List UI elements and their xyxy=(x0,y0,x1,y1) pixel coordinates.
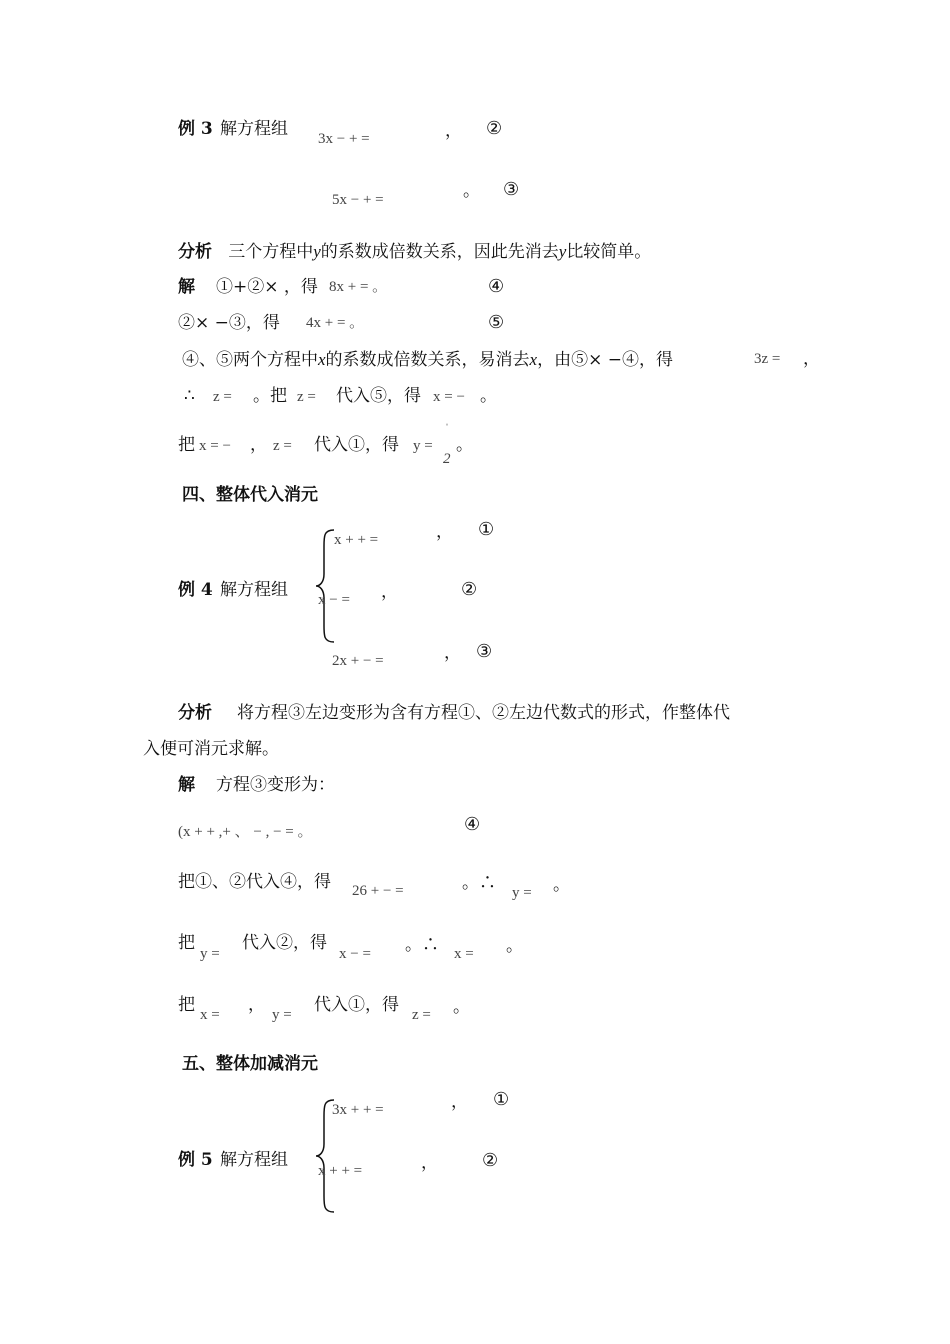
step-1-equation-2: y = xyxy=(512,885,532,901)
step-5-text-pre: 把 xyxy=(178,435,195,455)
example-3-analysis xyxy=(178,243,651,261)
example-5-equation-2: x + + = xyxy=(318,1163,363,1179)
example-4-solution-label: 解 xyxy=(178,775,195,795)
step-3-text-mid-2: ，由⑤× −④，得 xyxy=(537,350,673,370)
step-3-text-mid-1: 的系数成倍数关系，易消去 xyxy=(325,350,530,370)
step-3-text-pre: ④、⑤两个方程中 xyxy=(182,350,318,370)
step-4-end: 。 xyxy=(480,386,497,406)
analysis-text-post: 比较简单。 xyxy=(566,242,652,262)
example-3-solve-label: 解方程组 xyxy=(220,119,288,139)
example-5-title: 例 5 xyxy=(178,1150,213,1170)
step-5-equation-1: x = − xyxy=(199,438,231,454)
example-4-equation-1-number: ① xyxy=(478,519,495,540)
example-4-equation-4-number: ④ xyxy=(464,814,481,835)
step-4-text-mid: 。把 xyxy=(253,386,287,406)
step-5-equation-3: y = xyxy=(413,438,433,454)
analysis-variable-y: y xyxy=(313,242,321,261)
step-2-substitute-text: 代入②，得 xyxy=(242,933,327,953)
example-4-equation-2: x − = xyxy=(318,592,350,608)
example-4-equation-3-number: ③ xyxy=(476,641,493,662)
step-3-equation: 3z = xyxy=(754,351,781,367)
section-5-heading: 五、整体加减消元 xyxy=(182,1054,318,1074)
step-2-therefore: 。∴ xyxy=(405,935,439,955)
example-4-analysis-line-2: 入便可消元求解。 xyxy=(143,739,279,759)
example-5-equation-2-comma: ， xyxy=(421,1153,438,1173)
example-3-solution-label: 解 xyxy=(178,277,195,297)
example-4-equation-1: x + + = xyxy=(334,532,379,548)
analysis-variable-y-2: y xyxy=(558,242,567,261)
step-3-equation-1: x = xyxy=(200,1007,220,1023)
example-3-equation-3: 5x − + = xyxy=(332,192,384,208)
solution-step-1-equation: 8x + = 。 xyxy=(329,279,388,295)
step-3-end: 。 xyxy=(453,997,470,1017)
step-2-end: 。 xyxy=(506,936,523,956)
example-4-transformed-equation: (x + + ,+ 、 − , − = 。 xyxy=(178,824,313,840)
step-3-substitute-text: 代入①，得 xyxy=(314,995,399,1015)
step-1-equation: 26 + − = xyxy=(352,883,404,899)
example-5-equation-1-number: ① xyxy=(493,1089,510,1110)
section-4-heading: 四、整体代入消元 xyxy=(182,485,318,505)
example-3-equation-3-number: ③ xyxy=(503,179,520,200)
example-4-title: 例 4 xyxy=(178,580,213,600)
step-4-therefore: ∴ xyxy=(184,386,195,406)
solution-step-3 xyxy=(182,351,673,369)
step-4-equation-3: x = − xyxy=(433,389,465,405)
example-4-solve-label: 解方程组 xyxy=(220,580,288,600)
analysis-text-pre: 三个方程中 xyxy=(228,242,314,262)
example-3-equation-3-end: 。 xyxy=(463,181,480,201)
step-5-equation-2: z = xyxy=(273,438,292,454)
example-5-equation-1: 3x + + = xyxy=(332,1102,384,1118)
example-4-equation-2-number: ② xyxy=(461,579,478,600)
analysis-text-mid: 的系数成倍数关系，因此先消去 xyxy=(320,242,559,262)
solution-step-2-number: ⑤ xyxy=(488,312,505,333)
example-3-title: 例 3 xyxy=(178,119,213,139)
example-3-equation-2-comma: ， xyxy=(445,121,462,141)
step-3-end: ， xyxy=(803,349,820,369)
solution-step-1-number: ④ xyxy=(488,276,505,297)
example-4-equation-2-comma: ， xyxy=(381,582,398,602)
example-4-equation-1-comma: ， xyxy=(436,522,453,542)
step-5-comma: ， xyxy=(250,435,267,455)
step-4-substitute-text: 代入⑤，得 xyxy=(336,386,421,406)
step-1-text: 把①、②代入④，得 xyxy=(178,872,331,892)
example-5-equation-2-number: ② xyxy=(482,1150,499,1171)
step-2-equation-2: x − = xyxy=(339,946,371,962)
step-2-equation-3: x = xyxy=(454,946,474,962)
example-4-equation-3: 2x + − = xyxy=(332,653,384,669)
step-1-therefore: 。∴ xyxy=(462,873,496,893)
example-4-analysis-line-1: 将方程③左边变形为含有方程①、②左边代数式的形式，作整体代 xyxy=(237,703,730,723)
step-4-equation-1: z = xyxy=(213,389,232,405)
solution-step-2-equation: 4x + = 。 xyxy=(306,315,365,331)
step-3-equation-2: y = xyxy=(272,1007,292,1023)
step-1-end: 。 xyxy=(553,875,570,895)
example-3-equation-2: 3x − + = xyxy=(318,131,370,147)
example-5-equation-1-comma: ， xyxy=(451,1092,468,1112)
example-4-solution-intro: 方程③变形为： xyxy=(216,775,335,795)
step-2-equation-1: y = xyxy=(200,946,220,962)
step-3-equation-3: z = xyxy=(412,1007,431,1023)
step-5-end: 。 xyxy=(456,435,473,455)
step-5-fraction-bottom: 2 xyxy=(443,451,451,467)
example-5-solve-label: 解方程组 xyxy=(220,1150,288,1170)
analysis-label: 分析 xyxy=(178,242,212,262)
example-4-equation-3-comma: ， xyxy=(444,643,461,663)
example-4-analysis-label: 分析 xyxy=(178,703,212,723)
step-3-text-pre: 把 xyxy=(178,995,195,1015)
step-5-substitute-text: 代入①，得 xyxy=(314,435,399,455)
step-2-text-pre: 把 xyxy=(178,933,195,953)
step-4-equation-2: z = xyxy=(297,389,316,405)
step-3-variable-x-2: x xyxy=(529,350,538,369)
step-3-variable-x: x xyxy=(318,350,326,369)
solution-step-1-text: ①+②× ，得 xyxy=(216,277,318,297)
step-5-fraction-top: ˈ xyxy=(445,421,449,435)
step-3-comma: ， xyxy=(248,995,265,1015)
solution-step-2-text: ②× −③，得 xyxy=(178,313,280,333)
example-3-equation-2-number: ② xyxy=(486,118,503,139)
